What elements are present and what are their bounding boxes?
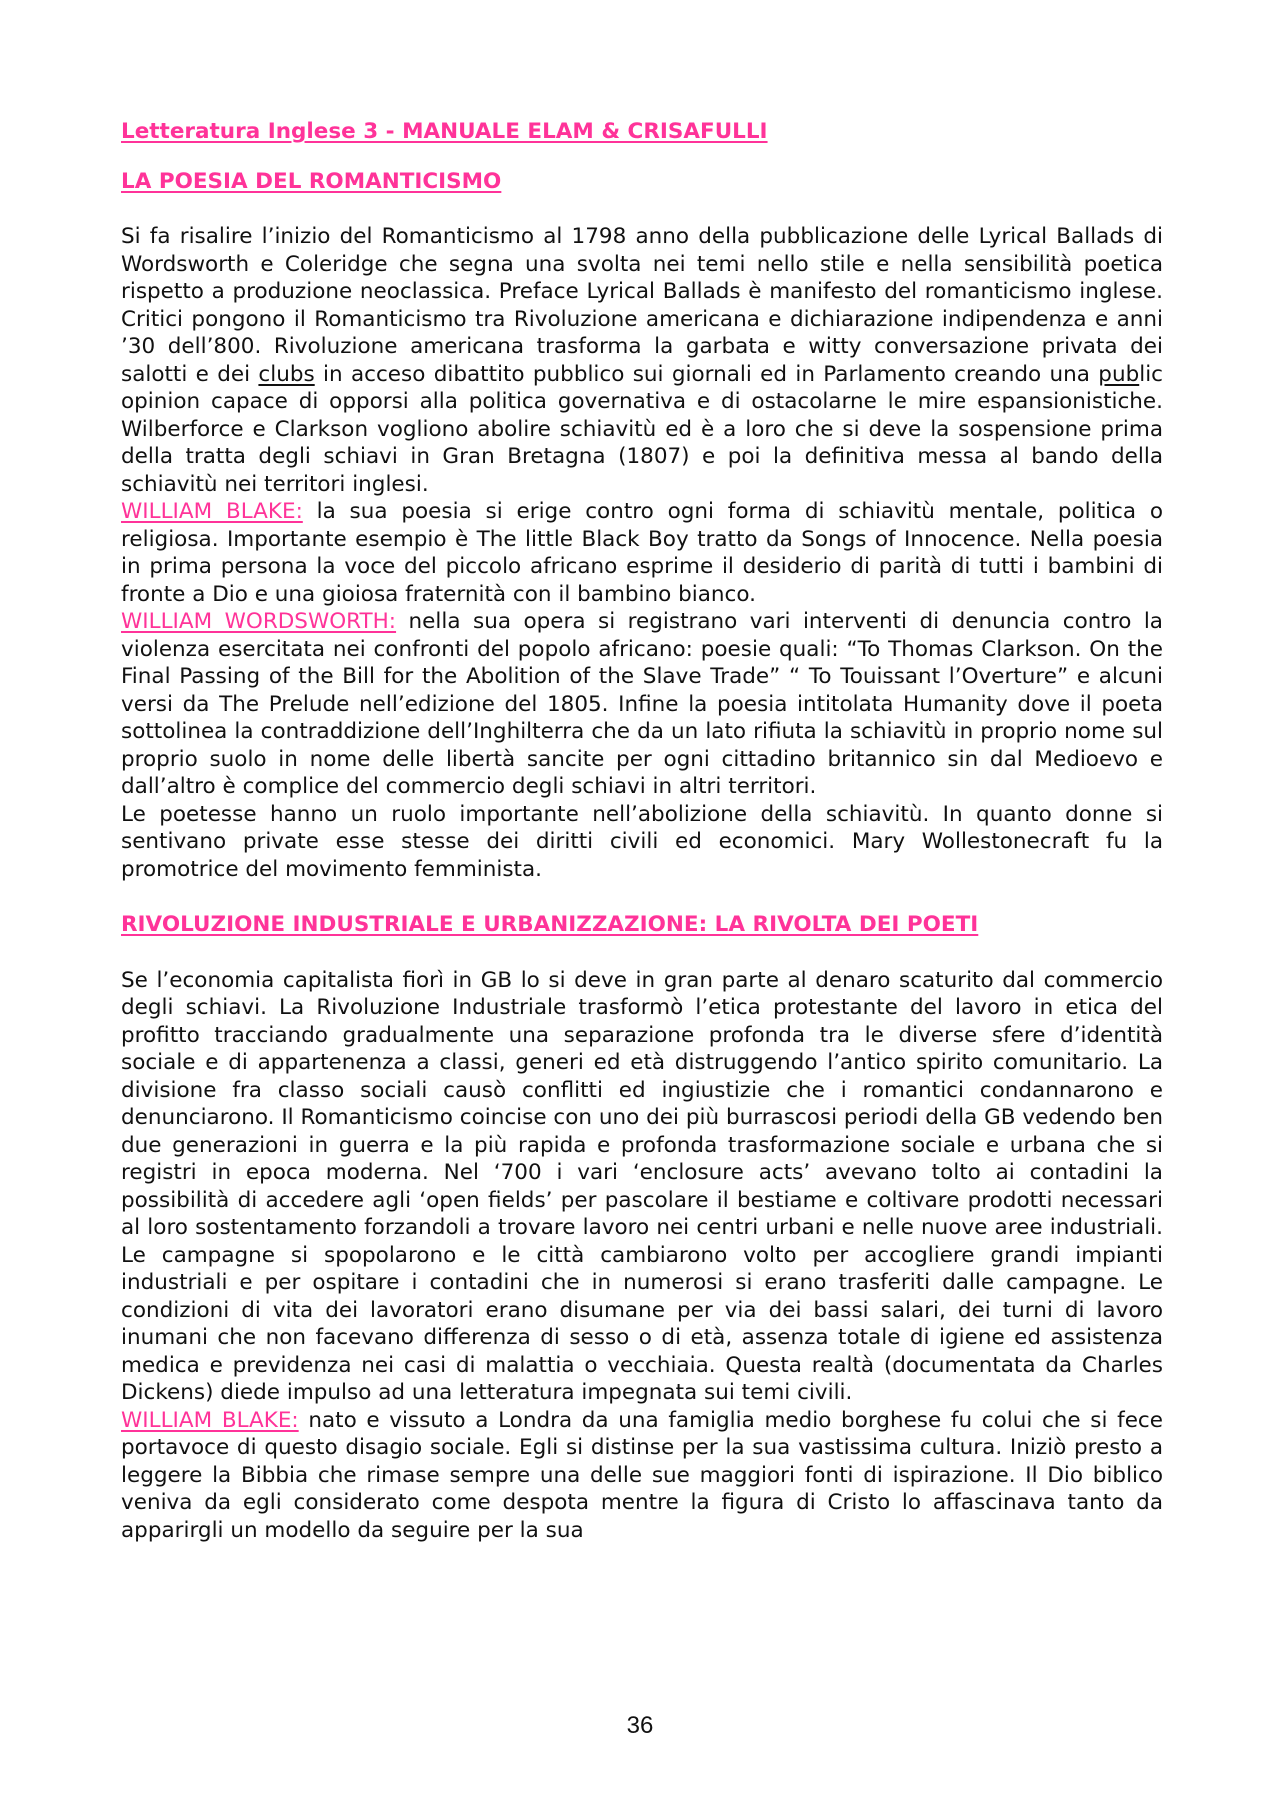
paragraph-text: Si fa risalire l’inizio del Romanticismo al 1798 anno della pubblicazione delle Lyrical Ballads di Wordsworth e Coleridge che segna una svolta nei temi nello stile e nella sensibilità poetica rispetto a produzione neoclassica. Preface Lyrical Ballads è manifesto del romanticismo inglese. Critici pongono il Romanticismo tra Rivoluzione americana e dichiarazione indipendenza e anni ’30 dell’800. Rivoluzione americana trasforma la garbata e witty conversazione privata dei salotti e dei [121,224,1163,387]
author-name-blake: WILLIAM BLAKE: [121,1407,299,1433]
underlined-word-clubs: clubs [258,361,315,387]
author-name-blake: WILLIAM BLAKE: [121,499,303,524]
paragraph-wordsworth [121,608,1163,801]
paragraph-text: in acceso dibattito pubblico sui giornali ed in Parlamento creando una [314,361,1099,387]
paragraph-text: nato e vissuto a Londra da una famiglia medio borghese fu colui che si fece portavoce di questo disagio sociale. Egli si distinse per la sua vastissima cultura. Iniziò presto a leggere la Bibbia che rimase sempre una delle sue maggiori fonti di ispirazione. Il Dio biblico veniva da egli considerato come despota mentre la figura di Cristo lo affascinava tanto da apparirgli un modello da seguire per la sua [121,1407,1163,1543]
section-heading-rivoluzione-industriale: RIVOLUZIONE INDUSTRIALE E URBANIZZAZIONE: LA RIVOLTA DEI POETI [121,912,979,937]
paragraph-rivoluzione-industriale: Se l’economia capitalista fiorì in GB lo si deve in gran parte al denaro scaturito dal commercio degli schiavi. La Rivoluzione Industriale trasformò l’etica protestante del lavoro in etica del profitto tracciando gradualmente una separazione profonda tra le diverse sfere d’identità sociale e di appartenenza a classi, generi ed età distruggendo l’antico spirito comunitario. La divisione fra classo sociali causò conflitti ed ingiustizie che i romantici condannarono e denunciarono. Il Romanticismo coincise con uno dei più burrascosi periodi della GB vedendo ben due generazioni in guerra e la più rapida e profonda trasformazione sociale e urbana che si registri in epoca moderna. Nel ‘700 i vari ‘enclosure acts’ avevano tolto ai contadini la possibilità di accedere agli ‘open fields’ per pascolare il bestiame e coltivare prodotti necessari al loro sostentamento forzandoli a trovare lavoro nei centri urbani e nelle nuove aree industriali. Le campagne si spopolarono e le città cambiarono volto per accogliere grandi impianti industriali e per ospitare i contadini che in numerosi si erano trasferiti dalle campagne. Le condizioni di vita dei lavoratori erano disumane per via dei bassi salari, dei turni di lavoro inumani che non facevano differenza di sesso o di età, assenza totale di igiene ed assistenza medica e previdenza nei casi di malattia o vecchiaia. Questa realtà (documentata da Charles Dickens) diede impulso ad una letteratura impegnata sui temi civili. [121,967,1163,1405]
underlined-word-pub: pub [1098,361,1140,387]
document-title: Letteratura Inglese 3 - MANUALE ELAM & CRISAFULLI [121,119,768,144]
paragraph-text: la sua poesia si erige contro ogni forma di schiavitù mentale, politica o religiosa. Importante esempio è The little Black Boy tratto da Songs of Innocence. Nella poesia in prima persona la voce del piccolo africano esprime il desiderio di parità di tutti i bambini di fronte a Dio e una gioiosa fraternità con il bambino bianco. [121,499,1163,607]
section-heading-romanticismo: LA POESIA DEL ROMANTICISMO [121,168,502,194]
author-name-wordsworth: WILLIAM WORDSWORTH: [121,609,397,634]
paragraph-text: opinion capace di opporsi alla politica governativa e di ostacolarne le mire espansionistiche. Wilberforce e Clarkson vogliono abolire schiavitù ed è a loro che si deve la sospensione prima della tratta degli schiavi in Gran Bretagna (1807) e poi la definitiva messa al bando della schiavitù nei territori inglesi. [121,389,1163,497]
paragraph-text: nella sua opera si registrano vari interventi di denuncia contro la violenza esercitata nei confronti del popolo africano: poesie quali: “To Thomas Clarkson. On the Final Passing of the Bill for the Abolition of the Slave Trade” “ To Touissant l’Overture” e alcuni versi da The Prelude nell’edizione del 1805. Infine la poesia intitolata Humanity dove il poeta sottolinea la contraddizione dell’Inghilterra che da un lato rifiuta la schiavitù in proprio nome sul proprio suolo in nome delle libertà sancite per ogni cittadino britannico sin dal Medioevo e dall’altro è complice del commercio degli schiavi in altri territori. [121,609,1163,799]
paragraph-text: lic [1139,361,1163,387]
paragraph-blake-slavery [121,498,1163,608]
document-page [121,118,1163,1544]
page-number: 36 [626,1712,654,1739]
paragraph-blake-biography [121,1407,1163,1545]
paragraph-poetesse: Le poetesse hanno un ruolo importante nell’abolizione della schiavitù. In quanto donne si sentivano private esse stesse dei diritti civili ed economici. Mary Wollestonecraft fu la promotrice del movimento femminista. [121,801,1163,882]
paragraph-romanticismo-intro [121,223,1163,498]
